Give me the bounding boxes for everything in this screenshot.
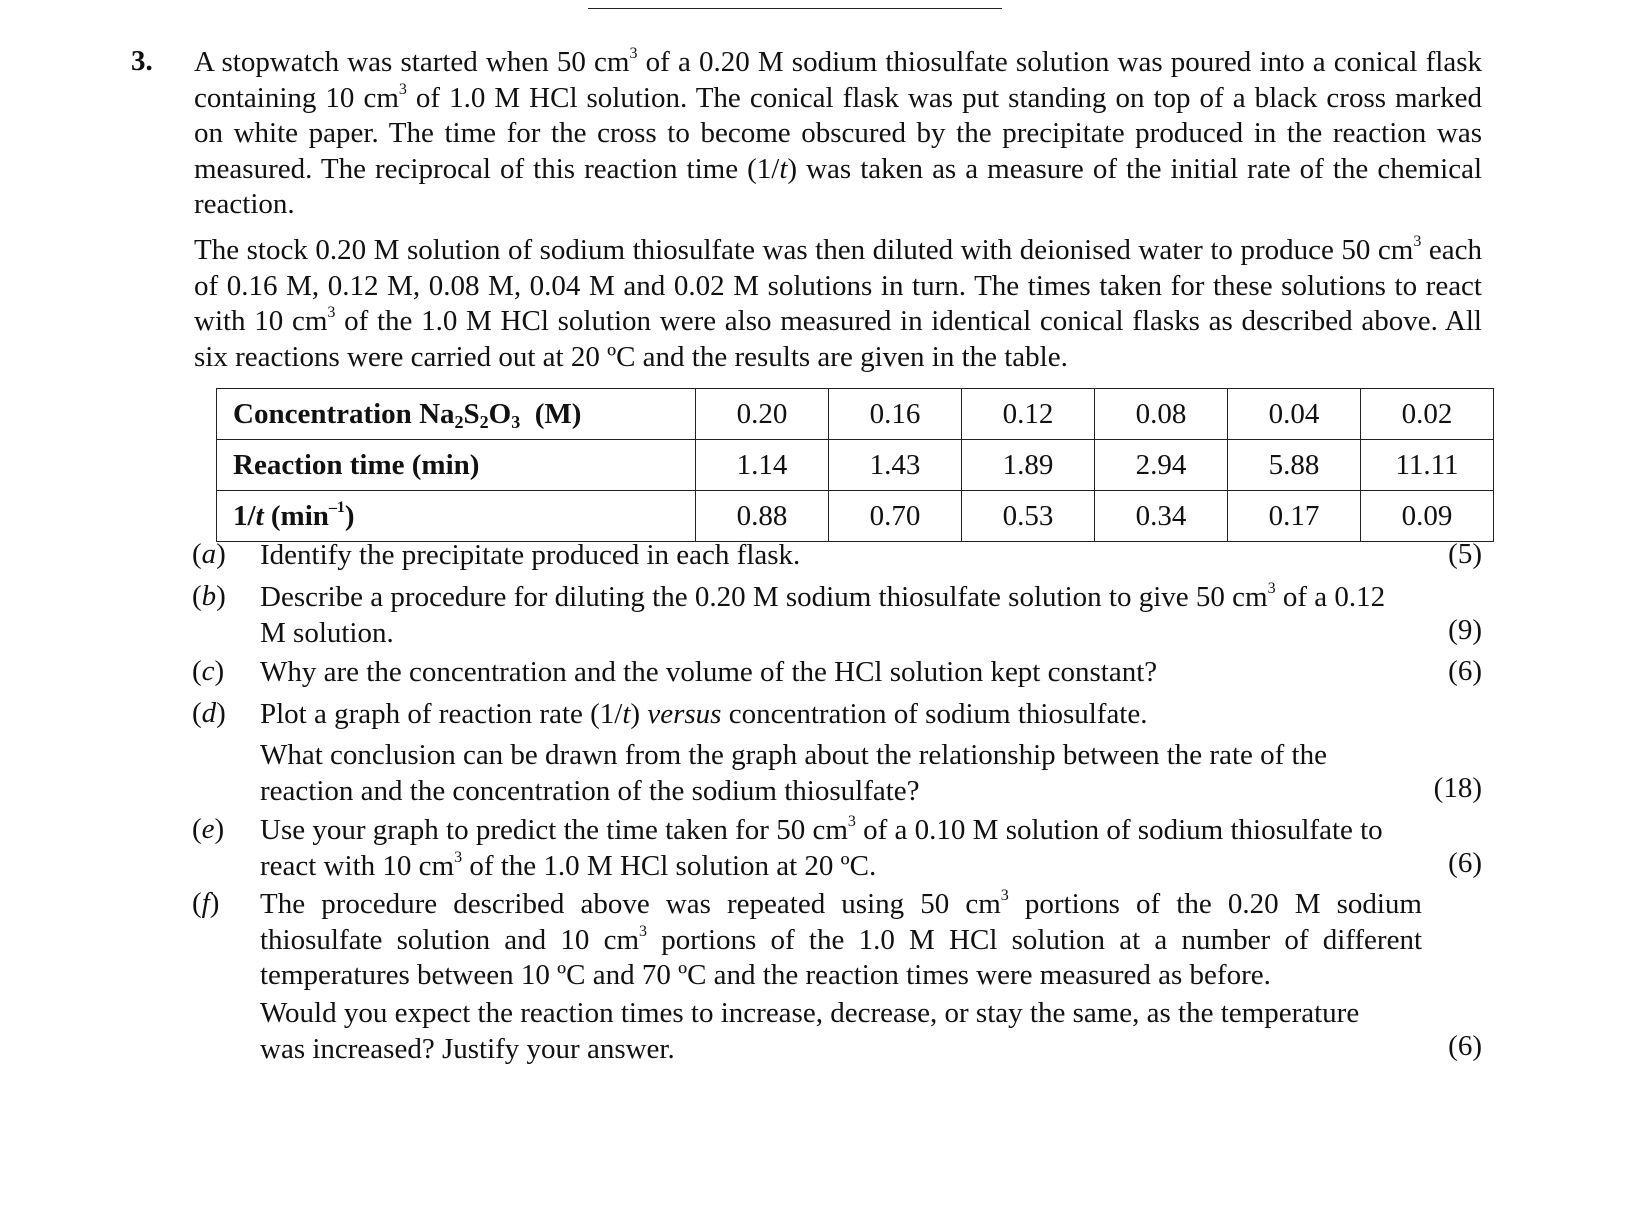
table-cell: 0.16 [829,389,962,440]
table-cell: 0.17 [1228,491,1361,542]
question-intro-paragraph-2: The stock 0.20 M solution of sodium thiosulfate was then diluted with deionised water to produce 50 $cm^3$ each of 0.16 M, 0.12 M, 0.08 M, 0.04 M and 0.02 M solutions in turn. The times taken for these solutions to react with 10 $cm^3$ of the 1.0 M HCl solution were also measured in identical conical flasks as described above. All six reactions were carried out at 20 ºC and the results are given in the table. [194,233,1482,373]
top-divider [588,8,1002,9]
table-cell: 0.12 [962,389,1095,440]
table-cell: 0.04 [1228,389,1361,440]
table-cell: 1.43 [829,440,962,491]
part-e-marks: (6) [1448,847,1482,879]
part-d-label: (d) [192,697,226,729]
part-d-marks: (18) [1433,772,1482,804]
part-f-text: The procedure described above was repeated using 50 $cm^3$ portions of the 0.20 M sodium thiosulfate solution and 10 $cm^3$ portions of the 1.0 M HCl solution at a number of different temperatures between 10 ºC and 70 ºC and the reaction times were measured as before. [260,887,1422,991]
part-d-text-2: What conclusion can be drawn from the graph about the relationship between the rate of the reaction and the concentration of the sodium thiosulfate? [260,739,1327,807]
row-header: 1/t $(\min^{-1})$ [217,491,696,542]
table-cell: 2.94 [1095,440,1228,491]
part-c-text: Why are the concentration and the volume of the HCl solution kept constant? [260,656,1158,688]
part-e-label: (e) [192,813,225,845]
table-cell: 0.20 [696,389,829,440]
part-a-label: (a) [192,538,226,570]
part-a-text: Identify the precipitate produced in each flask. [260,539,801,571]
part-c-label: (c) [192,655,225,687]
question-number: 3. [131,45,153,77]
table-cell: 0.34 [1095,491,1228,542]
part-f-marks: (6) [1448,1030,1482,1062]
part-b-marks: (9) [1448,614,1482,646]
part-b-text: Describe a procedure for diluting the 0.20 M sodium thiosulfate solution to give 50 $cm^3$ of a 0.12 M solution. [260,580,1386,649]
table-cell: 0.70 [829,491,962,542]
reciprocal-time-row [217,491,1494,542]
row-header: Concentration $Na_2S_2O_3$ (M) [217,389,696,440]
reaction-time-row [217,440,1494,491]
table-cell: 0.53 [962,491,1095,542]
part-e-text: Use your graph to predict the time taken for 50 $cm^3$ of a 0.10 M solution of sodium thiosulfate to react with 10 $cm^3$ of the 1.0 M HCl solution at 20 ºC. [260,813,1383,882]
table-cell: 0.09 [1361,491,1494,542]
row-header: Reaction time (min) [217,440,696,491]
part-a-marks: (5) [1448,538,1482,570]
results-table [216,388,1494,542]
concentration-row [217,389,1494,440]
table-cell: 0.08 [1095,389,1228,440]
table-cell: 1.14 [696,440,829,491]
part-b-label: (b) [192,580,226,612]
part-c-marks: (6) [1448,655,1482,687]
table-cell: 5.88 [1228,440,1361,491]
table-cell: 11.11 [1361,440,1494,491]
question-intro-paragraph-1: A stopwatch was started when 50 $cm^3$ of a 0.20 M sodium thiosulfate solution was poured into a conical flask containing 10 $cm^3$ of 1.0 M HCl solution. The conical flask was put standing on top of a black cross marked on white paper. The time for the cross to become obscured by the precipitate produced in the reaction was measured. The reciprocal of this reaction time (1/t) was taken as a measure of the initial rate of the chemical reaction. [194,45,1483,220]
part-f-text-2: Would you expect the reaction times to increase, decrease, or stay the same, as the temperature was increased? Justify your answer. [260,997,1360,1065]
table-cell: 0.02 [1361,389,1494,440]
part-d-text: Plot a graph of reaction rate (1/t) versus concentration of sodium thiosulfate. [260,698,1148,730]
table-cell: 1.89 [962,440,1095,491]
part-f-label: (f) [192,887,220,919]
table-cell: 0.88 [696,491,829,542]
